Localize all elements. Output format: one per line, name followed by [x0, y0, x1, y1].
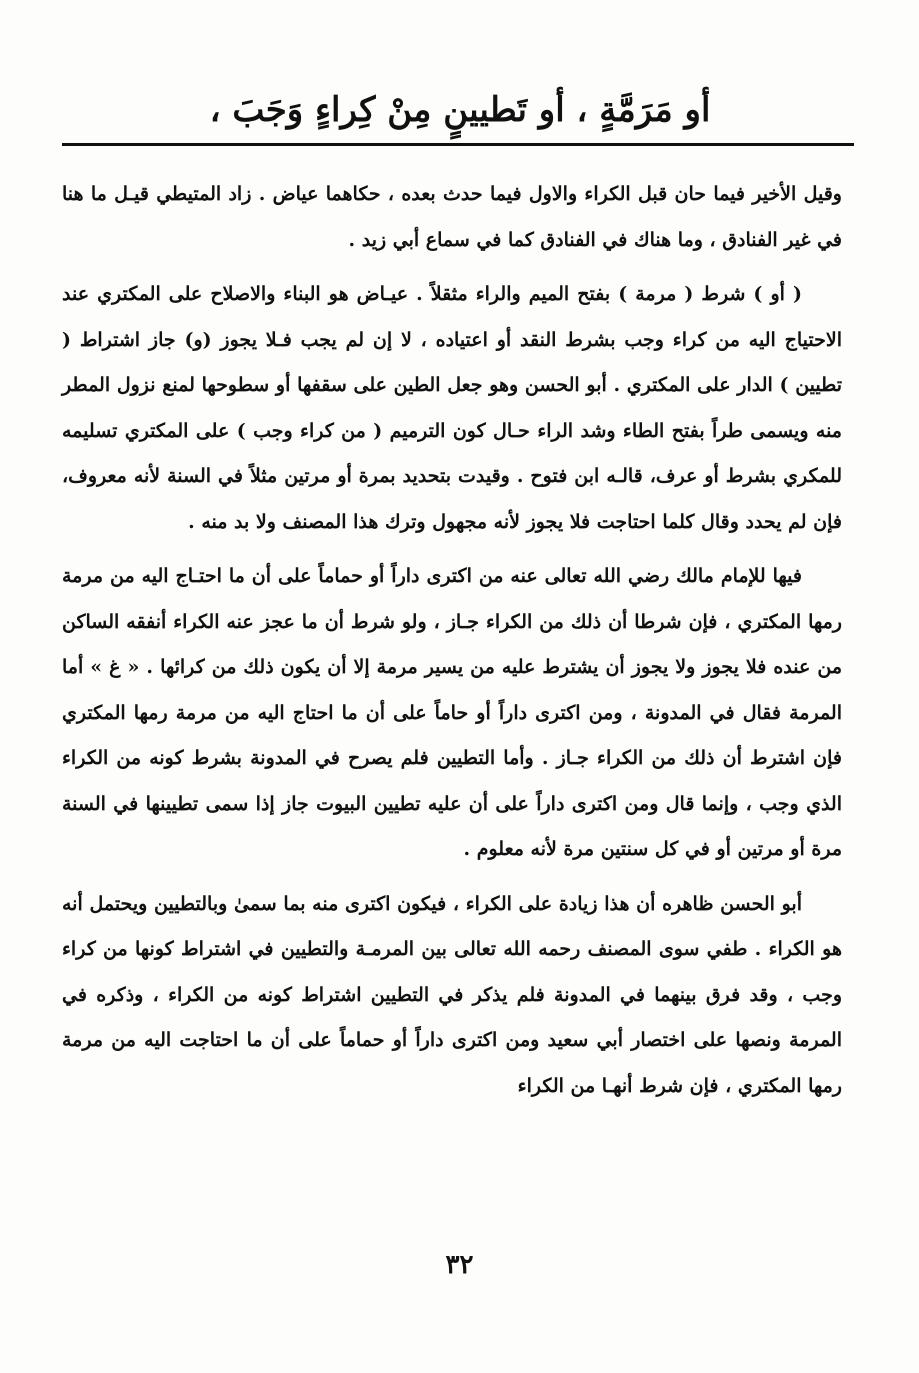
running-header: أو مَرَمَّةٍ ، أو تَطيينٍ مِنْ كِراءٍ وَجَبَ ،	[209, 90, 711, 130]
paragraph-2: ( أو ) شرط ( مرمة ) بفتح الميم والراء مثقلاً . عيـاض هو البناء والاصلاح على المكتري عند الاحتياج اليه من كراء وجب بشرط النقد أو اعتياده ، لا إن لم يجب فـلا يجوز (و) جاز اشتراط ( تطيين ) الدار على المكتري . أبو الحسن وهو جعل الطين على سقفها أو سطوحها لمنع نزول المطر منه ويسمى طراً بفتح الطاء وشد الراء حـال كون الترميم ( من كراء وجب ) على المكتري تسليمه للمكري بشرط أو عرف، قالـه ابن فتوح . وقيدت بتحديد بمرة أو مرتين مثلاً في السنة لأنه معروف، فإن لم يحدد وقال كلما احتاجت فلا يجوز لأنه مجهول وترك هذا المصنف ولا بد منه .	[62, 283, 842, 533]
header-rule	[62, 143, 854, 146]
paragraph-4: أبو الحسن ظاهره أن هذا زيادة على الكراء ، فيكون اكترى منه بما سمىٰ وبالتطيين ويحتمل أنه هو الكراء . طفي سوى المصنف رحمه الله تعالى بين المرمـة والتطيين في اشتراط كونها من كراء وجب ، وقد فرق بينهما في المدونة فلم يذكر في التطيين اشتراط كونه من الكراء ، وذكره في المرمة ونصها على اختصار أبي سعيد ومن اكترى داراً أو حماماً على أن ما احتاجت اليه من مرمة رمها المكتري ، فإن شرط أنهـا من الكراء	[62, 892, 842, 1097]
paragraph-1: وقيل الأخير فيما حان قبل الكراء والاول فيما حدث بعده ، حكاهما عياض . زاد المتيطي قيـل ما هنا في غير الفنادق ، وما هناك في الفنادق كما في سماع أبي زيد .	[62, 183, 842, 251]
body-text	[62, 172, 842, 1109]
paragraph-3: فيها للإمام مالك رضي الله تعالى عنه من اكترى داراً أو حماماً على أن ما احتـاج اليه من مرمة رمها المكتري ، فإن شرطا أن ذلك من الكراء جـاز ، ولو شرط أن ما عجز عنه الكراء أنفقه الساكن من عنده فلا يجوز ولا يجوز أن يشترط عليه من يسير مرمة إلا أن يكون ذلك من كرائها . « غ » أما المرمة فقال في المدونة ، ومن اكترى داراً أو حاماً على أن ما احتاج اليه من مرمة رمها المكتري فإن اشترط أن ذلك من الكراء جـاز . وأما التطيين فلم يصرح في المدونة بشرط كونه من الكراء الذي وجب ، وإنما قال ومن اكترى داراً على أن عليه تطيين البيوت جاز إذا سمى تطيينها في السنة مرة أو مرتين أو في كل سنتين مرة لأنه معلوم .	[62, 565, 843, 860]
page-number: ٣٢	[445, 1250, 474, 1280]
